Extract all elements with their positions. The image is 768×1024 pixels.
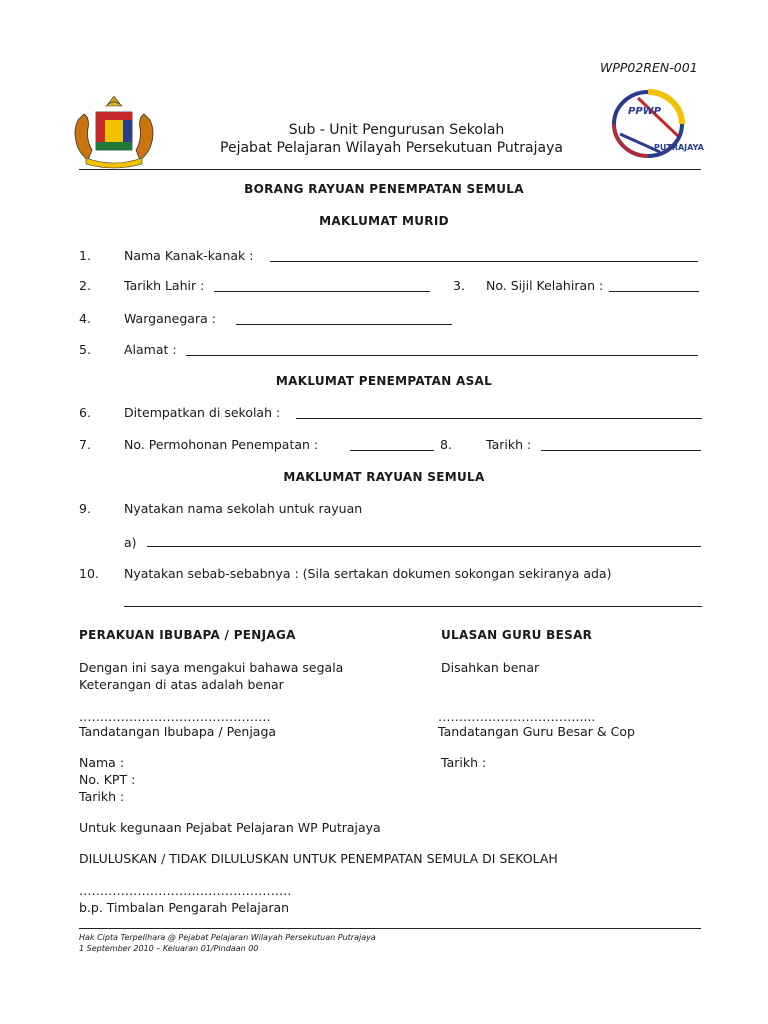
section-maklumat-rayuan-semula: MAKLUMAT RAYUAN SEMULA xyxy=(283,470,485,484)
header-line-1: Sub - Unit Pengurusan Sekolah xyxy=(288,122,505,138)
ulasan-signature-label: Tandatangan Guru Besar & Cop xyxy=(438,724,635,739)
label-nyatakan-sebab: Nyatakan sebab-sebabnya : (Sila sertakan dokumen sokongan sekiranya ada) xyxy=(124,566,612,581)
label-no-permohonan-penempatan: No. Permohonan Penempatan : xyxy=(124,437,319,452)
ulasan-heading: ULASAN GURU BESAR xyxy=(441,628,593,642)
field-ditempatkan-di-sekolah[interactable] xyxy=(296,418,702,419)
label-no-sijil-kelahiran: No. Sijil Kelahiran : xyxy=(486,278,604,293)
office-approval-text: DILULUSKAN / TIDAK DILULUSKAN UNTUK PENEMPATAN SEMULA DI SEKOLAH xyxy=(79,851,558,866)
label-alamat: Alamat : xyxy=(124,342,177,357)
item-number-6: 6. xyxy=(79,405,91,420)
item-number-10: 10. xyxy=(79,566,99,581)
perakuan-no-kpt-label: No. KPT : xyxy=(79,772,136,787)
field-sekolah-rayuan-a[interactable] xyxy=(147,546,701,547)
header-line-2: Pejabat Pelajaran Wilayah Persekutuan Putrajaya xyxy=(220,140,563,156)
item-number-9: 9. xyxy=(79,501,91,516)
label-nyatakan-nama-sekolah: Nyatakan nama sekolah untuk rayuan xyxy=(124,501,363,516)
field-alamat[interactable] xyxy=(186,355,698,356)
field-no-sijil-kelahiran[interactable] xyxy=(609,291,699,292)
section-maklumat-penempatan-asal: MAKLUMAT PENEMPATAN ASAL xyxy=(275,374,493,388)
perakuan-text-1: Dengan ini saya mengakui bahawa segala xyxy=(79,660,344,675)
item-number-7: 7. xyxy=(79,437,91,452)
header-rule xyxy=(79,169,701,170)
label-nama-kanak-kanak: Nama Kanak-kanak : xyxy=(124,248,254,263)
item-number-1: 1. xyxy=(79,248,91,263)
label-tarikh: Tarikh : xyxy=(486,437,532,452)
field-tarikh[interactable] xyxy=(541,450,701,451)
label-ditempatkan-di-sekolah: Ditempatkan di sekolah : xyxy=(124,405,281,420)
ulasan-signature-line[interactable]: ……………………………..... xyxy=(438,709,596,724)
footer-rule xyxy=(79,928,701,929)
form-code: WPP02REN-001 xyxy=(600,60,698,75)
label-tarikh-lahir: Tarikh Lahir : xyxy=(124,278,205,293)
office-signature-label: b.p. Timbalan Pengarah Pelajaran xyxy=(79,900,290,915)
perakuan-tarikh-label: Tarikh : xyxy=(79,789,125,804)
perakuan-nama-label: Nama : xyxy=(79,755,125,770)
item-number-2: 2. xyxy=(79,278,91,293)
label-warganegara: Warganegara : xyxy=(124,311,216,326)
item-number-3: 3. xyxy=(453,278,465,293)
ulasan-text: Disahkan benar xyxy=(441,660,540,675)
form-title: BORANG RAYUAN PENEMPATAN SEMULA xyxy=(244,182,524,196)
ppwp-logo-subtext: PUTRAJAYA xyxy=(654,143,704,152)
footer-copyright: Hak Cipta Terpelihara @ Pejabat Pelajaran Wilayah Persekutuan Putrajaya xyxy=(79,933,376,942)
field-tarikh-lahir[interactable] xyxy=(214,291,430,292)
field-no-permohonan-penempatan[interactable] xyxy=(350,450,434,451)
perakuan-text-2: Keterangan di atas adalah benar xyxy=(79,677,284,692)
item-number-5: 5. xyxy=(79,342,91,357)
ulasan-tarikh-label: Tarikh : xyxy=(441,755,487,770)
field-nama-kanak-kanak[interactable] xyxy=(270,261,698,262)
office-use-label: Untuk kegunaan Pejabat Pelajaran WP Putrajaya xyxy=(79,820,381,835)
item-number-4: 4. xyxy=(79,311,91,326)
ppwp-logo-text: PPWP xyxy=(628,106,662,117)
perakuan-signature-line[interactable]: ………………………………………. xyxy=(79,709,271,724)
sub-item-a: a) xyxy=(124,535,137,550)
field-warganegara[interactable] xyxy=(236,324,452,325)
perakuan-signature-label: Tandatangan Ibubapa / Penjaga xyxy=(79,724,277,739)
section-maklumat-murid: MAKLUMAT MURID xyxy=(319,214,449,228)
footer-version: 1 September 2010 – Keluaran 01/Pindaan 00 xyxy=(79,944,259,953)
item-number-8: 8. xyxy=(440,437,452,452)
perakuan-heading: PERAKUAN IBUBAPA / PENJAGA xyxy=(79,628,296,642)
field-sebab-sebab[interactable] xyxy=(124,606,702,607)
office-signature-line[interactable]: …………………………………………… xyxy=(79,883,292,898)
